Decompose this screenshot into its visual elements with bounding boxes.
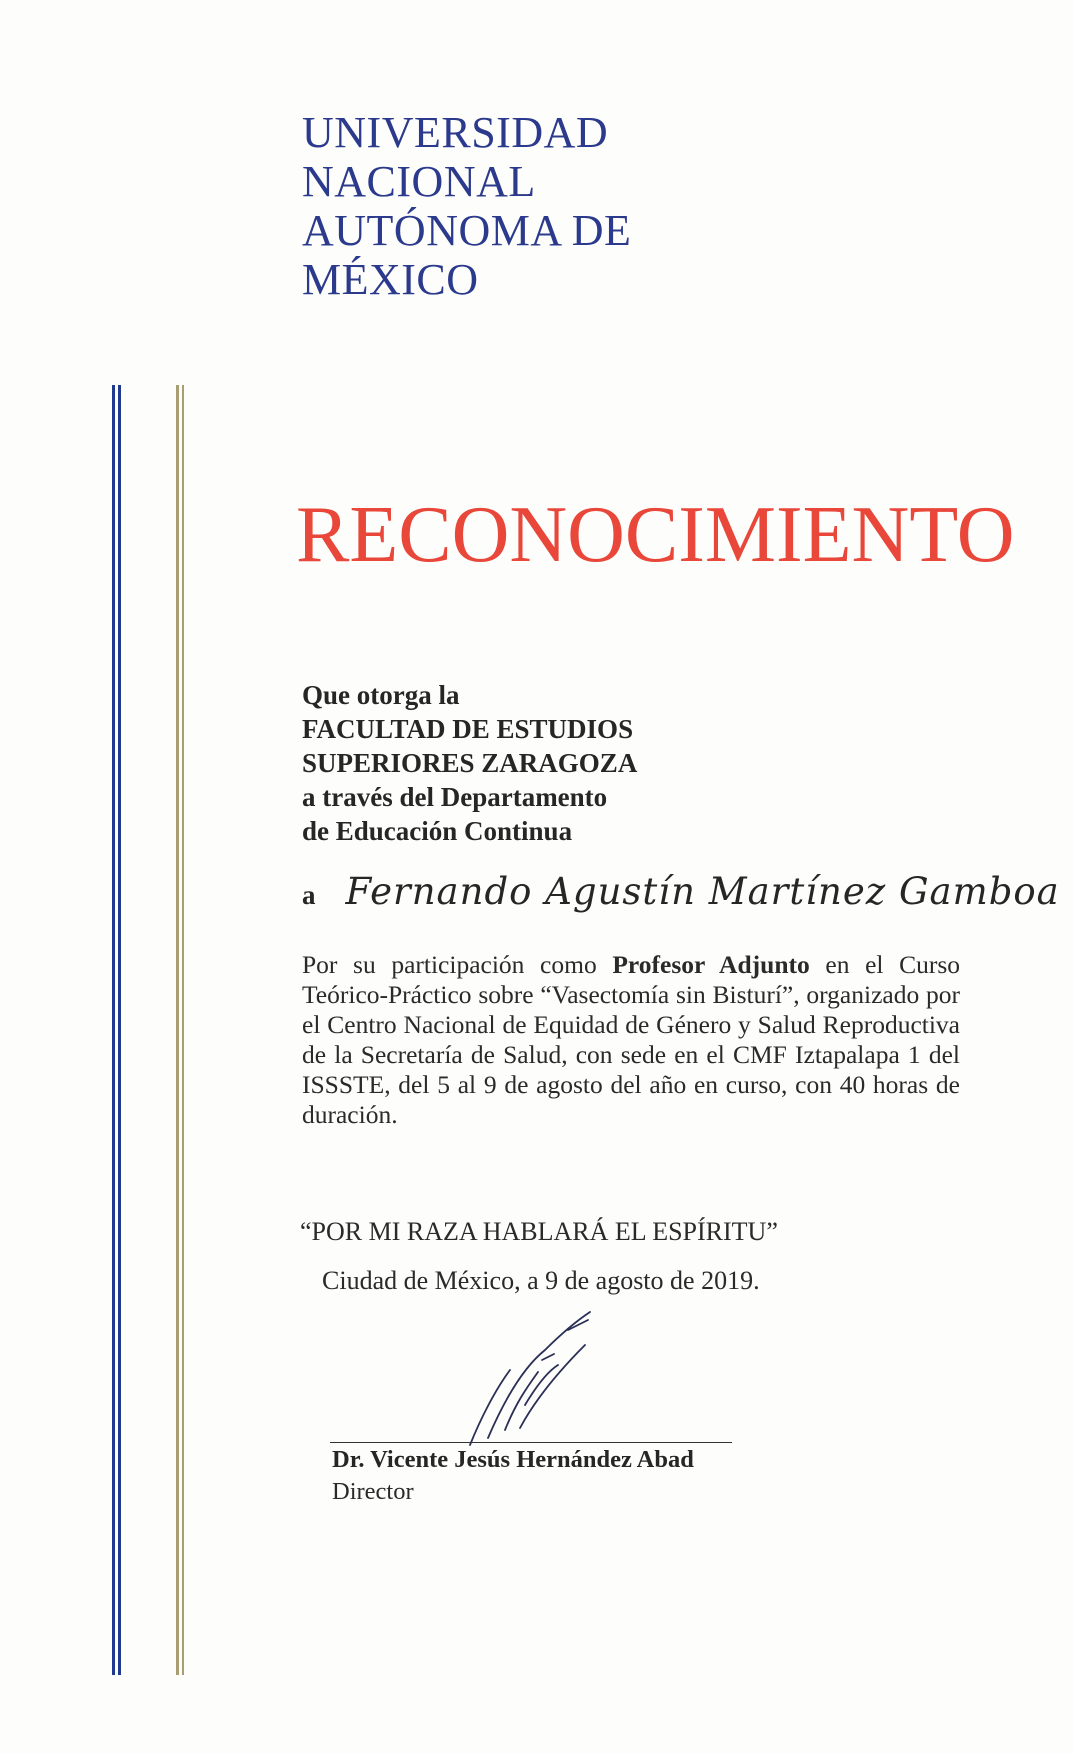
motto: “POR MI RAZA HABLARÁ EL ESPÍRITU” xyxy=(300,1217,778,1246)
body-text-part1: Por su participación como xyxy=(302,950,613,979)
university-line: AUTÓNOMA DE xyxy=(302,206,632,255)
recipient-prefix: a xyxy=(302,880,316,910)
body-text-part2: en el Curso Teórico-Práctico sobre “Vasectomía sin Bisturí”, organizado por el Centro Nacional de Equidad de Género y Salud Reproductiva de la Secretaría de Salud, con sede en el CMF Iztapalapa 1 del ISSSTE, del 5 al 9 de agosto del año en curso, con 40 horas de duración. xyxy=(302,950,961,1129)
university-name xyxy=(302,108,631,304)
body-role: Profesor Adjunto xyxy=(612,950,810,979)
grantor-line: FACULTAD DE ESTUDIOS xyxy=(302,714,634,744)
recipient-name: Fernando Agustín Martínez Gamboa xyxy=(345,870,1060,913)
grantor-line: SUPERIORES ZARAGOZA xyxy=(302,748,638,778)
grantor-block xyxy=(302,678,637,848)
handwritten-signature xyxy=(450,1310,630,1450)
signer-name: Dr. Vicente Jesús Hernández Abad xyxy=(332,1446,694,1473)
signature-line xyxy=(330,1442,732,1443)
decorative-blue-rule xyxy=(112,385,121,1675)
grantor-line: de Educación Continua xyxy=(302,816,573,846)
university-line: MÉXICO xyxy=(302,255,479,304)
certificate-title: RECONOCIMIENTO xyxy=(296,491,1015,579)
university-line: UNIVERSIDAD xyxy=(302,108,609,157)
grantor-line: Que otorga la xyxy=(302,680,460,710)
decorative-gold-rule xyxy=(176,385,184,1675)
university-line: NACIONAL xyxy=(302,157,536,206)
signer-title: Director xyxy=(332,1478,414,1505)
place-date: Ciudad de México, a 9 de agosto de 2019. xyxy=(322,1266,760,1295)
body-paragraph xyxy=(302,950,960,1130)
grantor-line: a través del Departamento xyxy=(302,782,608,812)
recipient-line xyxy=(302,870,1060,913)
